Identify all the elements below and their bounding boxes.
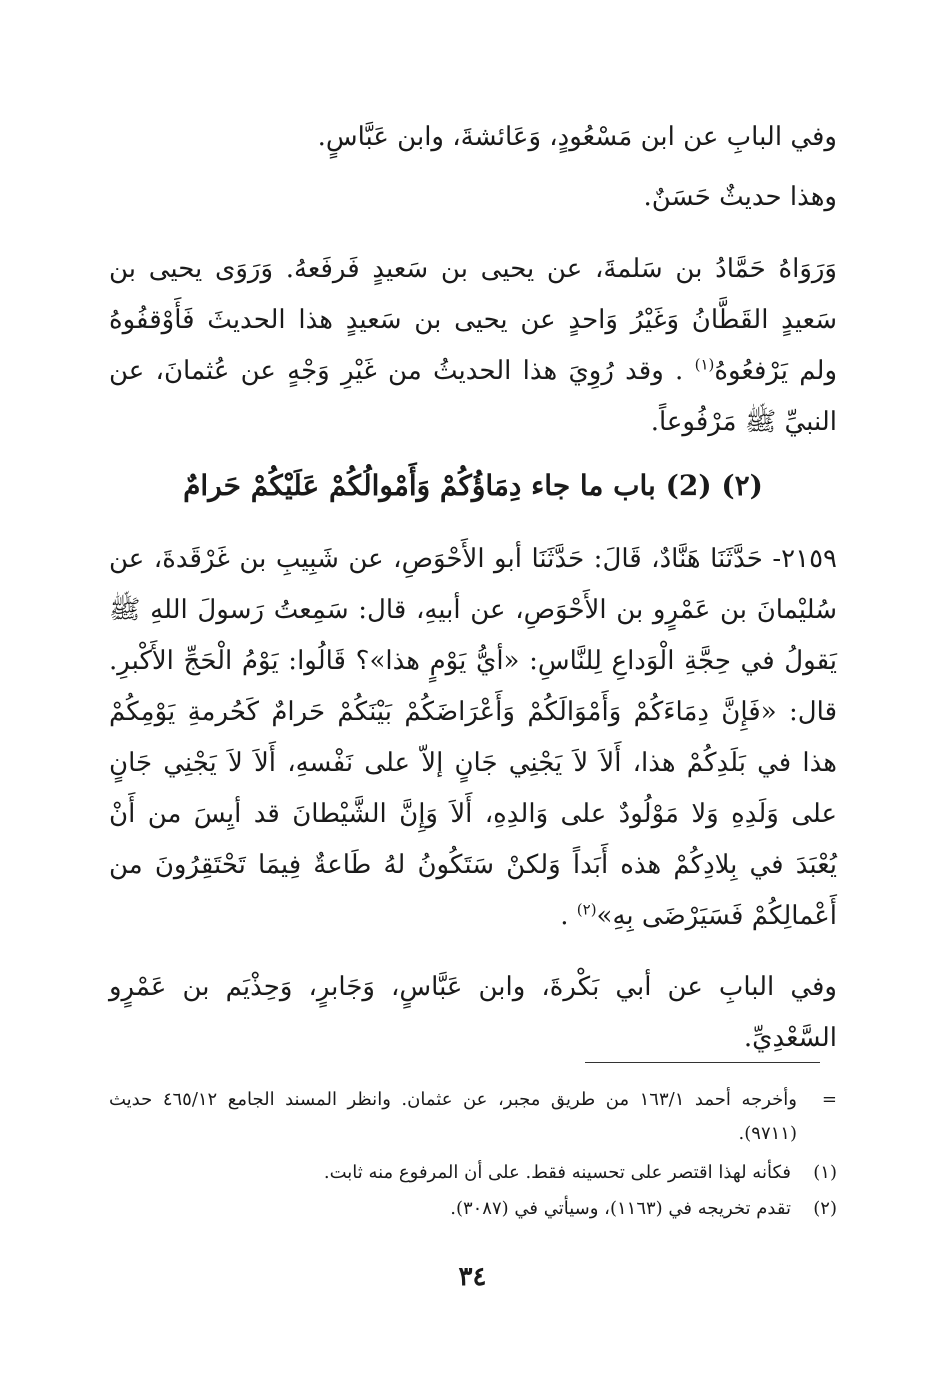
paragraph-5-text: وفي البابِ عن أبي بَكْرةَ، وابن عَبَّاسٍ، وَجَابرٍ، وَحِذْيَم بن عَمْرٍو السَّعْدِيِّ.	[109, 972, 837, 1053]
hadith-2159	[109, 534, 837, 942]
hadith-2159-end: .	[560, 901, 569, 931]
footnote-2	[109, 1192, 837, 1226]
footnote-continuation	[109, 1083, 837, 1151]
footnote-1-number: (١)	[813, 1162, 837, 1183]
paragraph-1	[109, 112, 837, 163]
footnote-ref-1: (١)	[694, 355, 715, 374]
footnote-1-text: فكأنه لهذا اقتصر على تحسينه فقط. على أن المرفوع منه ثابت.	[323, 1162, 791, 1183]
paragraph-3-text-a: وَرَوَاهُ حَمَّادُ بن سَلمةَ، عن يحيى بن سَعيدٍ فَرفَعهُ. وَرَوَى يحيى بن سَعيدٍ القَطَّانُ وَغَيْرُ وَاحدٍ عن يحيى بن سَعيدٍ هذا الحديثَ فَأَوْقفُوهُ ولم يَرْفعُوهُ	[109, 254, 838, 386]
footnote-continuation-text: وأخرجه أحمد ١٦٣/١ من طريق مجبر، عن عثمان. وانظر المسند الجامع ٤٦٥/١٢ حديث (٩٧١١).	[109, 1089, 797, 1144]
footnote-2-text: تقدم تخريجه في (١١٦٣)، وسيأتي في (٣٠٨٧).	[450, 1198, 791, 1219]
footnote-1	[109, 1156, 837, 1190]
chapter-heading: (٢) (2) باب ما جاء دِمَاؤُكُمْ وَأَمْوالُكُمْ عَلَيْكُمْ حَرامٌ	[183, 469, 763, 502]
hadith-2159-text: ٢١٥٩- حَدَّثَنَا هَنَّادٌ، قَالَ: حَدَّثَنَا أبو الأَحْوَصِ، عن شَبِيبِ بن غَرْقَدةَ، عن سُليْمانَ بن عَمْرٍو بن الأَحْوَصِ، عن أبيهِ، قال: سَمِعتُ رَسولَ اللهِ ﷺ يَقولُ في حِجَّةِ الْوَداعِ لِلنَّاسِ: «أيُّ يَوْمٍ هذا»؟ قَالُوا: يَوْمُ الْحَجِّ الأَكْبرِ. قال: «فَإِنَّ دِمَاءَكُمْ وَأَمْوَالَكُمْ وَأَعْرَاضَكُمْ بَيْنَكُمْ حَرامٌ كَحُرمةِ يَوْمِكُمْ هذا في بَلَدِكُمْ هذا، أَلاَ لاَ يَجْنِي جَانٍ إلاّ على نَفْسهِ، أَلاَ لاَ يَجْنِي جَانٍ على وَلَدِهِ وَلا مَوْلُودٌ على وَالدِهِ، أَلاَ وَإِنَّ الشَّيْطانَ قد أيِسَ من أَنْ يُعْبَدَ في بِلادِكُمْ هذه أَبَداً وَلكنْ سَتَكُونُ لهُ طَاعةٌ فِيمَا تَحْتَقِرُونَ من أَعْمالِكُمْ فَسَيَرْضَى بِهِ»	[109, 544, 837, 931]
footnote-continuation-mark: =	[821, 1089, 837, 1110]
paragraph-2-text: وهذا حديثٌ حَسَنٌ.	[643, 182, 837, 212]
paragraph-3	[109, 244, 837, 448]
paragraph-3-text-b: . وقد رُوِيَ هذا الحديثُ من غَيْرِ وَجْهٍ عن عُثمانَ، عن النبيِّ ﷺ مَرْفُوعاً.	[109, 356, 837, 437]
footnote-2-number: (٢)	[813, 1198, 837, 1219]
paragraph-1-text: وفي البابِ عن ابن مَسْعُودٍ، وَعَائشةَ، وابن عَبَّاسٍ.	[317, 122, 837, 152]
page-number: ٣٤	[458, 1262, 487, 1292]
footnote-ref-2: (٢)	[576, 900, 597, 919]
footnote-divider	[585, 1062, 820, 1063]
paragraph-2	[109, 172, 837, 223]
paragraph-5	[109, 962, 837, 1064]
